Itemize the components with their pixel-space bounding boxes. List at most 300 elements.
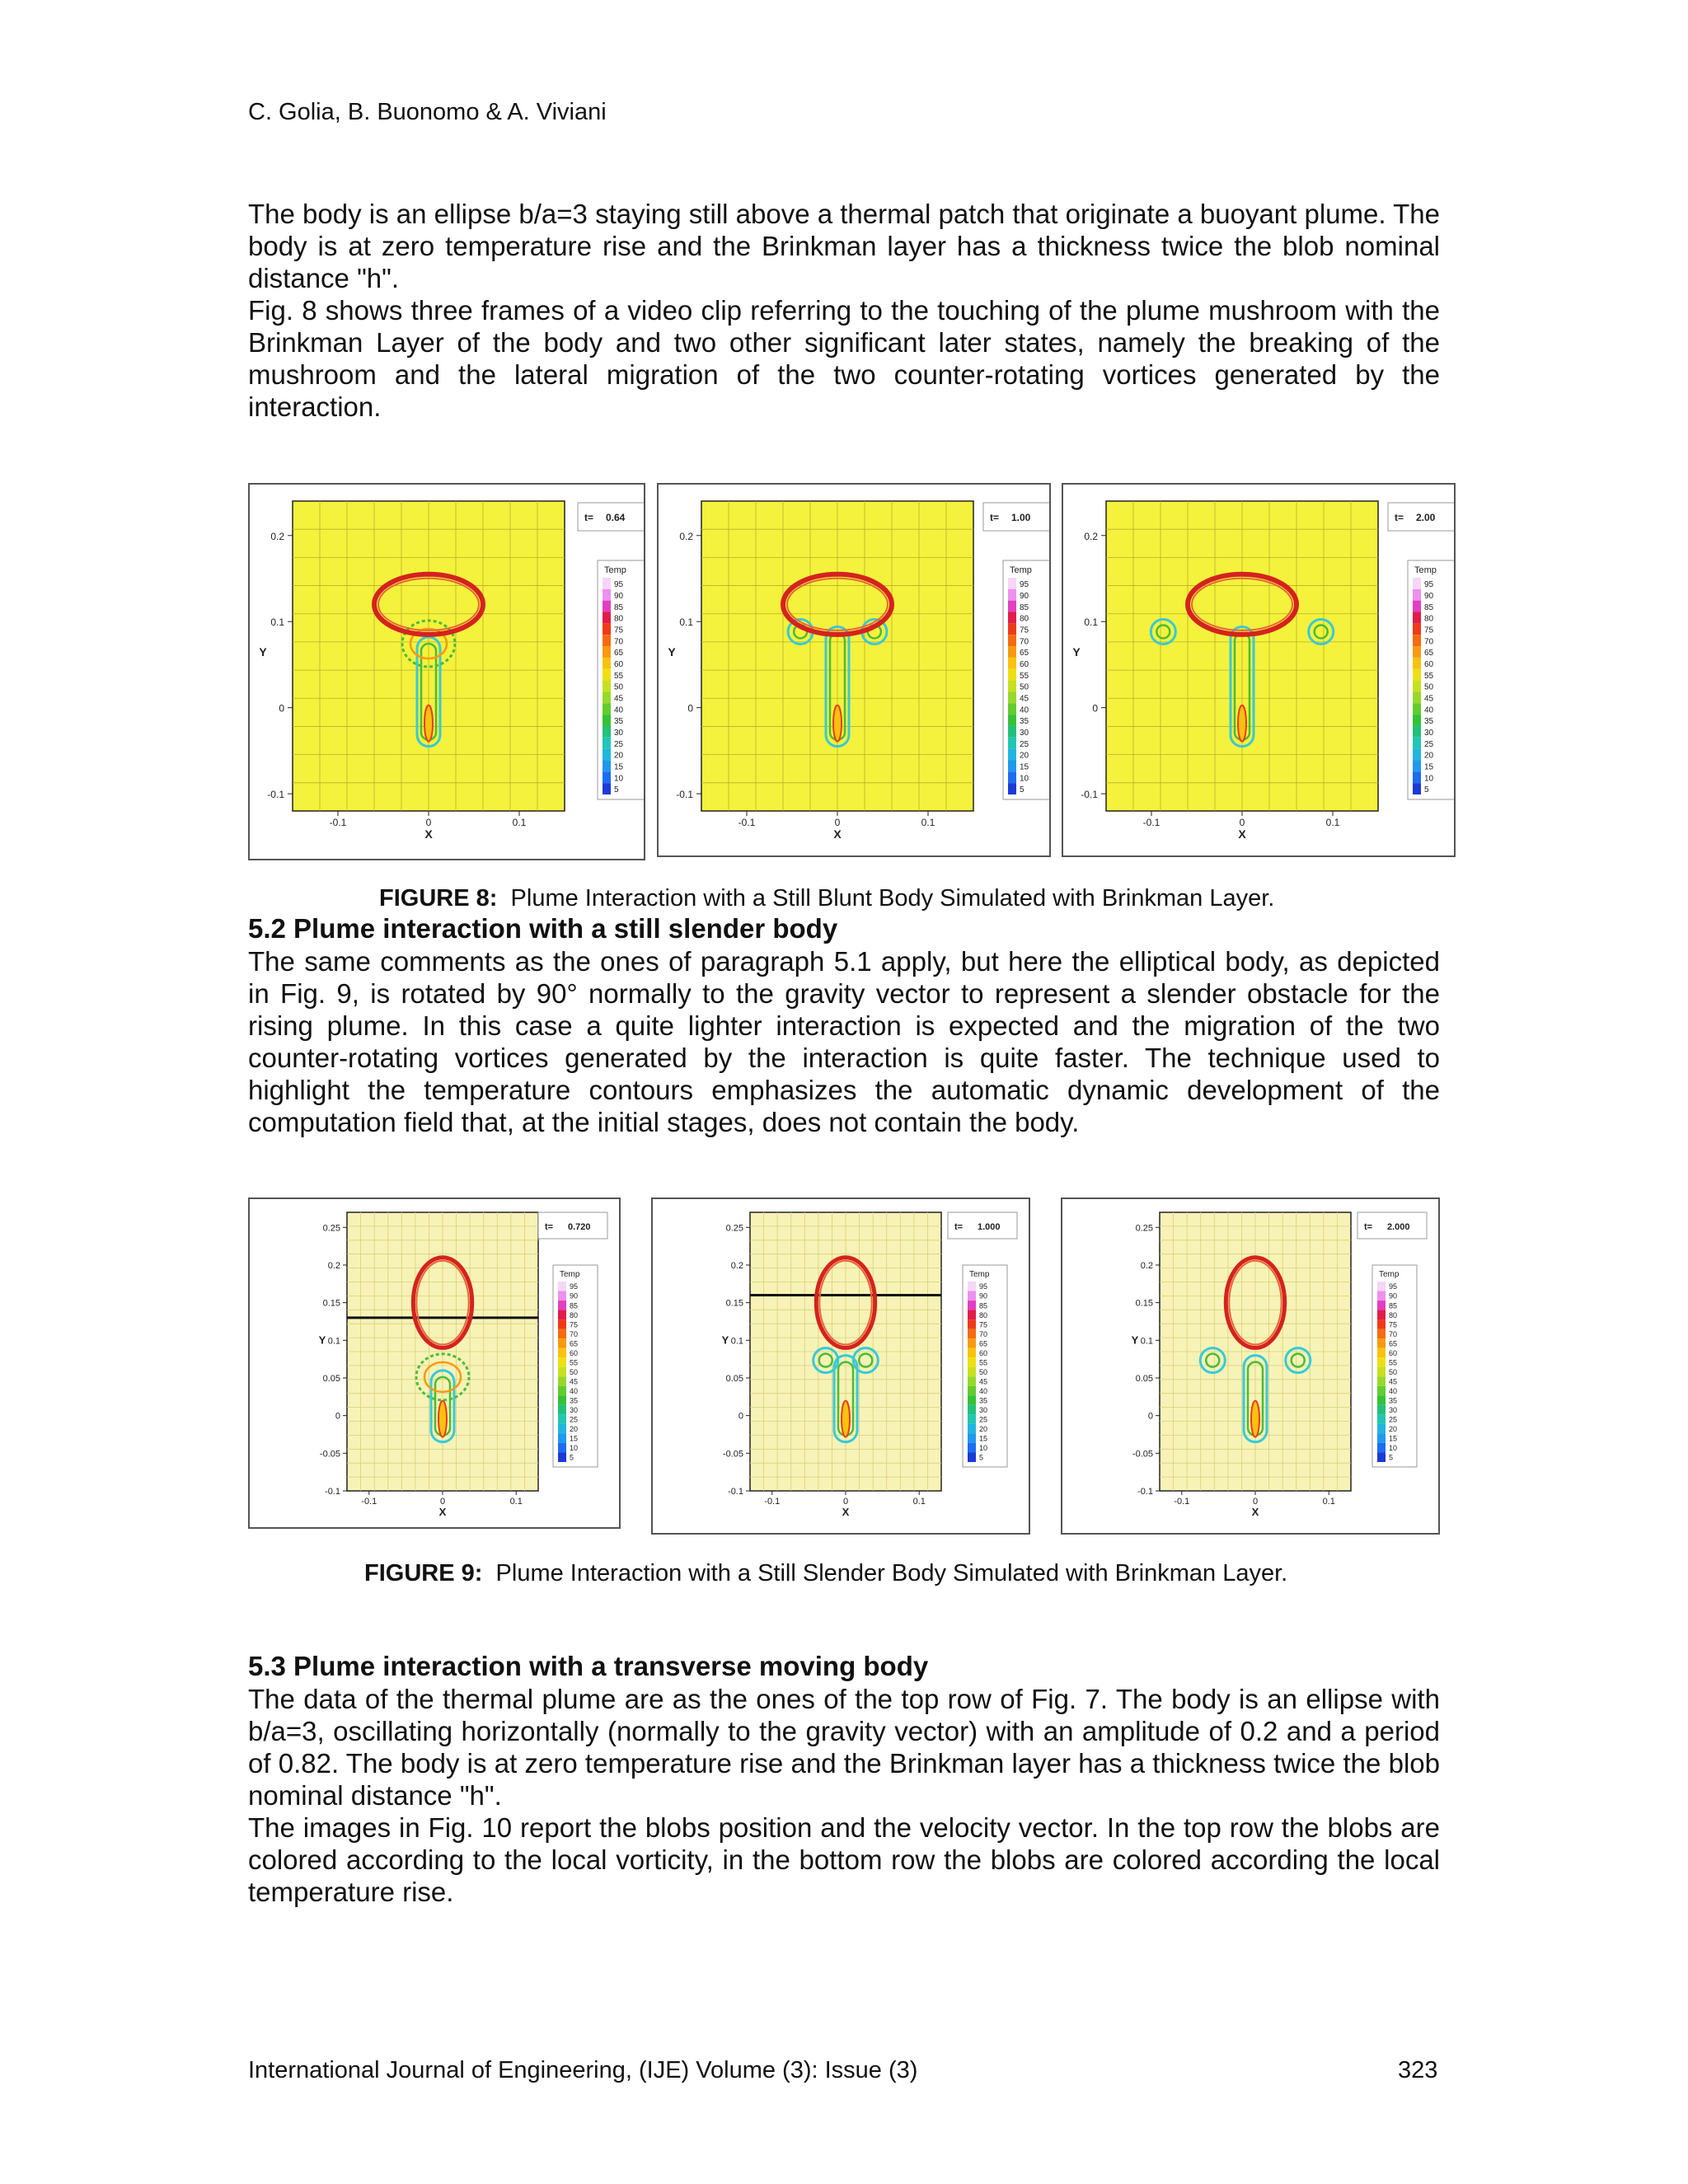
y-tick-label: 0	[279, 702, 284, 715]
legend-swatch	[603, 623, 611, 635]
y-tick-label: 0.1	[1084, 616, 1098, 629]
legend-value: 20	[1424, 751, 1434, 761]
legend-swatch	[1413, 601, 1421, 612]
legend-swatch	[1008, 738, 1016, 749]
footer-journal: International Journal of Engineering, (IJE) Volume (3): Issue (3)	[248, 2057, 918, 2083]
legend-value: 40	[1424, 705, 1434, 715]
legend-value: 35	[614, 717, 624, 727]
figure-8-panel-2	[657, 483, 1051, 857]
time-box	[983, 503, 1049, 531]
legend-value: 30	[1389, 1406, 1398, 1415]
legend-value: 60	[1020, 659, 1029, 669]
time-box	[578, 503, 644, 531]
legend-swatch	[1008, 589, 1016, 601]
legend-value: 90	[1020, 591, 1029, 601]
legend-swatch	[603, 669, 611, 681]
legend-value: 60	[570, 1348, 579, 1357]
legend-value: 45	[979, 1377, 988, 1386]
legend-value: 60	[1424, 659, 1434, 669]
legend-swatch	[968, 1310, 976, 1320]
y-tick-label: 0.2	[327, 1260, 340, 1271]
legend-value: 10	[570, 1444, 579, 1453]
legend-value: 5	[1020, 785, 1025, 795]
legend-swatch	[1377, 1367, 1386, 1377]
figure-8-panel-1	[248, 483, 645, 860]
legend-swatch	[1413, 578, 1421, 589]
figure-9-panel-2	[651, 1197, 1030, 1535]
legend-value: 50	[1424, 682, 1434, 692]
legend-title: Temp	[969, 1270, 990, 1279]
legend-value: 35	[1020, 717, 1029, 727]
legend-value: 20	[1020, 751, 1029, 761]
legend-swatch	[558, 1452, 566, 1462]
y-tick-label: 0	[1147, 1411, 1153, 1422]
legend-swatch	[1377, 1329, 1386, 1339]
legend-value: 85	[1389, 1301, 1398, 1310]
legend-swatch	[1413, 612, 1421, 624]
legend-value: 90	[570, 1291, 579, 1301]
legend-value: 10	[1389, 1444, 1398, 1453]
legend-swatch	[558, 1319, 566, 1329]
legend-swatch	[603, 749, 611, 761]
legend-value: 65	[570, 1339, 579, 1348]
legend-swatch	[603, 681, 611, 692]
legend-swatch	[968, 1452, 976, 1462]
y-tick-label: 0.2	[1140, 1260, 1153, 1271]
legend-value: 25	[570, 1415, 579, 1424]
plume-core	[1251, 1401, 1259, 1437]
figure-9-caption-text: Plume Interaction with a Still Slender Body Simulated with Brinkman Layer.	[495, 1560, 1288, 1586]
legend-swatch	[1377, 1414, 1386, 1424]
legend-value: 95	[1389, 1282, 1398, 1291]
legend-value: 35	[979, 1396, 988, 1405]
legend-value: 45	[614, 694, 624, 704]
legend-value: 50	[979, 1367, 988, 1376]
legend-swatch	[1413, 623, 1421, 635]
legend-value: 85	[979, 1301, 988, 1310]
legend-swatch	[1008, 771, 1016, 783]
plot-grid	[750, 1212, 941, 1491]
legend-value: 55	[570, 1358, 579, 1367]
legend-value: 80	[1020, 614, 1029, 624]
legend-value: 65	[979, 1339, 988, 1348]
y-tick-label: 0.05	[322, 1373, 340, 1384]
temp-legend	[598, 560, 644, 799]
legend-swatch	[1413, 635, 1421, 646]
intro-paragraph-1: The body is an ellipse b/a=3 staying still above a thermal patch that originate a buoyant plume. The body is at zero temperature rise and the Brinkman layer has a thickness twice the blob nominal distance "h".	[248, 199, 1440, 293]
temp-legend	[1372, 1265, 1417, 1467]
time-label: t=	[990, 512, 1000, 523]
legend-swatch	[1413, 681, 1421, 692]
y-tick-label: -0.1	[1081, 789, 1098, 801]
plume-core	[438, 1401, 447, 1437]
legend-value: 35	[1424, 717, 1434, 727]
x-axis-label: X	[438, 1506, 447, 1518]
legend-swatch	[968, 1376, 976, 1386]
legend-value: 60	[979, 1348, 988, 1357]
legend-swatch	[603, 635, 611, 646]
legend-value: 85	[1020, 602, 1029, 612]
legend-value: 50	[1020, 682, 1029, 692]
legend-value: 65	[614, 649, 624, 658]
legend-value: 60	[614, 659, 624, 669]
x-tick-label: 0	[439, 1497, 446, 1507]
legend-value: 10	[1020, 774, 1029, 784]
y-tick-label: -0.1	[676, 789, 693, 801]
legend-value: 70	[1424, 637, 1434, 647]
time-value: 0.720	[568, 1222, 591, 1232]
legend-swatch	[968, 1338, 976, 1348]
legend-swatch	[968, 1386, 976, 1396]
legend-value: 45	[1389, 1377, 1398, 1386]
y-tick-label: 0.15	[725, 1298, 743, 1309]
legend-swatch	[1008, 783, 1016, 794]
y-tick-label: 0.15	[1135, 1298, 1153, 1309]
y-tick-label: 0.05	[1135, 1373, 1153, 1384]
legend-swatch	[968, 1367, 976, 1377]
legend-swatch	[1008, 658, 1016, 669]
legend-swatch	[603, 691, 611, 703]
legend-value: 65	[1424, 649, 1434, 658]
legend-swatch	[1377, 1443, 1386, 1453]
legend-value: 70	[1389, 1329, 1398, 1338]
time-label: t=	[584, 512, 594, 523]
legend-value: 90	[1424, 591, 1434, 601]
legend-swatch	[968, 1301, 976, 1310]
legend-value: 10	[979, 1444, 988, 1453]
legend-value: 25	[1389, 1415, 1398, 1424]
legend-value: 40	[979, 1387, 988, 1396]
legend-value: 45	[1424, 694, 1434, 704]
legend-value: 30	[1020, 729, 1029, 738]
legend-swatch	[968, 1433, 976, 1443]
legend-value: 15	[1020, 762, 1029, 772]
legend-swatch	[1413, 646, 1421, 658]
plume-core	[842, 1401, 850, 1437]
y-tick-label: -0.1	[267, 789, 284, 801]
legend-swatch	[558, 1386, 566, 1396]
legend-swatch	[1377, 1405, 1386, 1415]
time-label: t=	[954, 1222, 964, 1232]
y-tick-label: 0.25	[725, 1223, 743, 1234]
legend-value: 95	[1020, 580, 1029, 590]
time-box	[538, 1212, 607, 1239]
time-value: 0.64	[606, 512, 626, 523]
legend-swatch	[1008, 691, 1016, 703]
legend-value: 85	[614, 602, 624, 612]
legend-swatch	[603, 771, 611, 783]
time-label: t=	[1364, 1222, 1373, 1232]
legend-value: 55	[979, 1358, 988, 1367]
y-tick-label: 0.05	[725, 1373, 743, 1384]
section-5-2-title: 5.2 Plume interaction with a still slender body	[248, 913, 838, 944]
legend-swatch	[968, 1395, 976, 1405]
legend-value: 90	[1389, 1291, 1398, 1301]
legend-swatch	[558, 1376, 566, 1386]
legend-swatch	[1377, 1376, 1386, 1386]
legend-value: 25	[1020, 739, 1029, 749]
y-axis-label: Y	[259, 645, 267, 658]
legend-value: 75	[614, 626, 624, 635]
y-tick-label: -0.05	[1132, 1449, 1153, 1460]
legend-value: 20	[1389, 1425, 1398, 1434]
legend-swatch	[968, 1443, 976, 1453]
legend-value: 90	[979, 1291, 988, 1301]
legend-value: 5	[570, 1453, 574, 1462]
legend-value: 30	[570, 1406, 579, 1415]
legend-swatch	[1008, 669, 1016, 681]
legend-value: 40	[570, 1387, 579, 1396]
legend-swatch	[558, 1405, 566, 1415]
legend-value: 30	[614, 729, 624, 738]
legend-value: 55	[614, 671, 624, 681]
legend-swatch	[558, 1367, 566, 1377]
time-value: 2.00	[1416, 512, 1436, 523]
figure-9-panel-3	[1061, 1197, 1440, 1535]
legend-swatch	[968, 1357, 976, 1367]
legend-value: 95	[1424, 580, 1434, 590]
legend-value: 35	[570, 1396, 579, 1405]
legend-title: Temp	[604, 565, 626, 575]
legend-value: 70	[570, 1329, 579, 1338]
y-tick-label: 0.1	[1140, 1336, 1153, 1347]
legend-swatch	[603, 738, 611, 749]
y-tick-label: 0.25	[1135, 1223, 1153, 1234]
legend-swatch	[1377, 1433, 1386, 1443]
legend-swatch	[558, 1414, 566, 1424]
legend-swatch	[1377, 1301, 1386, 1310]
legend-swatch	[558, 1338, 566, 1348]
figure-8-caption-text: Plume Interaction with a Still Blunt Body Simulated with Brinkman Layer.	[510, 885, 1275, 912]
legend-value: 80	[614, 614, 624, 624]
legend-swatch	[1413, 669, 1421, 681]
figure-8-caption	[379, 885, 1274, 912]
legend-value: 80	[1389, 1310, 1398, 1319]
legend-value: 45	[1020, 694, 1029, 704]
legend-value: 15	[614, 762, 624, 772]
legend-title: Temp	[1414, 565, 1437, 575]
x-tick-label: 0	[425, 817, 432, 828]
legend-swatch	[1008, 578, 1016, 589]
legend-swatch	[603, 578, 611, 589]
legend-swatch	[603, 726, 611, 738]
legend-value: 55	[1424, 671, 1434, 681]
legend-value: 5	[1424, 785, 1429, 795]
section-5-2-paragraph: The same comments as the ones of paragraph 5.1 apply, but here the elliptical body, as depicted in Fig. 9, is rotated by 90° normally to the gravity vector to represent a slender obstacle for the rising plume. In this case a quite lighter interaction is expected and the migration of the two counter-rotating vortices generated by the interaction is quite faster. The technique used to highlight the temperature contours emphasizes the automatic dynamic development of the computation field that, at the initial stages, does not contain the body.	[248, 946, 1440, 1137]
legend-swatch	[603, 783, 611, 794]
x-axis-label: X	[424, 827, 433, 841]
x-tick-label: -0.1	[1142, 817, 1160, 828]
legend-swatch	[1413, 726, 1421, 738]
y-axis-label: Y	[1131, 1333, 1139, 1347]
legend-value: 90	[614, 591, 624, 601]
y-axis-label: Y	[1072, 645, 1081, 658]
legend-value: 15	[570, 1434, 579, 1443]
figure-8-panel-3	[1062, 483, 1456, 857]
time-value: 1.000	[978, 1222, 1001, 1232]
legend-swatch	[1008, 726, 1016, 738]
legend-value: 30	[1424, 729, 1434, 738]
y-tick-label: -0.1	[325, 1487, 340, 1497]
legend-value: 75	[570, 1320, 579, 1329]
legend-swatch	[1413, 783, 1421, 794]
temp-legend	[1408, 560, 1454, 799]
plume-core	[833, 705, 842, 742]
legend-swatch	[1008, 760, 1016, 771]
y-tick-label: -0.1	[1137, 1487, 1153, 1497]
intro-paragraph-2: Fig. 8 shows three frames of a video clip referring to the touching of the plume mushroom with the Brinkman Layer of the body and two other significant later states, namely the breaking of the mushroom and the lateral migration of the two counter-rotating vortices generated by the interaction.	[248, 295, 1440, 422]
legend-value: 40	[614, 705, 624, 715]
legend-swatch	[968, 1348, 976, 1358]
legend-value: 50	[570, 1367, 579, 1376]
legend-swatch	[558, 1433, 566, 1443]
legend-swatch	[558, 1301, 566, 1310]
legend-swatch	[1008, 646, 1016, 658]
legend-swatch	[558, 1348, 566, 1358]
x-tick-label: 0	[834, 817, 841, 828]
legend-swatch	[1413, 691, 1421, 703]
x-axis-label: X	[1251, 1506, 1259, 1518]
legend-swatch	[558, 1291, 566, 1301]
legend-swatch	[1377, 1310, 1386, 1320]
legend-swatch	[1413, 771, 1421, 783]
legend-swatch	[603, 646, 611, 658]
time-box	[1357, 1212, 1427, 1239]
legend-swatch	[1377, 1291, 1386, 1301]
legend-swatch	[1377, 1338, 1386, 1348]
section-5-2-text	[248, 945, 1440, 1138]
legend-value: 15	[1389, 1434, 1398, 1443]
legend-swatch	[603, 601, 611, 612]
x-axis-label: X	[1238, 827, 1246, 841]
legend-value: 50	[1389, 1367, 1398, 1376]
legend-swatch	[558, 1357, 566, 1367]
time-label: t=	[1395, 512, 1404, 523]
legend-swatch	[1413, 703, 1421, 715]
y-tick-label: 0.2	[730, 1260, 743, 1271]
section-5-3-paragraph-1: The data of the thermal plume are as the ones of the top row of Fig. 7. The body is an ellipse with b/a=3, oscillating horizontally (normally to the gravity vector) with an amplitude of 0.2 and a period of 0.82. The body is at zero temperature rise and the Brinkman layer has a thickness twice the blob nominal distance "h".	[248, 1684, 1440, 1811]
intro-text	[248, 198, 1440, 423]
y-tick-label: 0.2	[679, 530, 693, 542]
legend-swatch	[1413, 749, 1421, 761]
temp-legend	[963, 1265, 1007, 1467]
legend-swatch	[1377, 1319, 1386, 1329]
plot-grid	[347, 1212, 538, 1491]
x-tick-label: 0	[1239, 817, 1245, 828]
legend-value: 80	[979, 1310, 988, 1319]
legend-swatch	[1413, 658, 1421, 669]
y-tick-label: 0.15	[322, 1298, 340, 1309]
legend-swatch	[968, 1405, 976, 1415]
legend-swatch	[1377, 1452, 1386, 1462]
figure-9-caption	[364, 1560, 1287, 1587]
legend-swatch	[968, 1282, 976, 1291]
legend-value: 50	[614, 682, 624, 692]
legend-value: 15	[1424, 762, 1434, 772]
y-tick-label: 0.1	[270, 616, 284, 629]
x-tick-label: 0.1	[921, 817, 935, 828]
y-tick-label: 0	[738, 1411, 743, 1422]
legend-value: 40	[1389, 1387, 1398, 1396]
y-tick-label: -0.05	[319, 1449, 340, 1460]
legend-title: Temp	[560, 1270, 580, 1279]
legend-swatch	[968, 1319, 976, 1329]
x-tick-label: 0	[1252, 1497, 1259, 1507]
y-axis-label: Y	[318, 1333, 326, 1347]
y-tick-label: -0.05	[722, 1449, 743, 1460]
legend-swatch	[1008, 601, 1016, 612]
y-tick-label: 0.2	[270, 530, 284, 542]
x-tick-label: 0.1	[509, 1497, 523, 1507]
plot-grid	[1160, 1212, 1351, 1491]
legend-swatch	[603, 658, 611, 669]
plume-core	[424, 705, 433, 742]
running-header: C. Golia, B. Buonomo & A. Viviani	[248, 99, 607, 125]
section-5-3-text	[248, 1683, 1440, 1908]
legend-swatch	[1008, 635, 1016, 646]
legend-swatch	[603, 589, 611, 601]
y-tick-label: 0.2	[1084, 530, 1098, 542]
x-tick-label: -0.1	[738, 817, 756, 828]
legend-value: 20	[979, 1425, 988, 1434]
legend-value: 95	[614, 580, 624, 590]
temp-legend	[1003, 560, 1049, 799]
legend-swatch	[1413, 760, 1421, 771]
figure-9-panel-1	[248, 1197, 621, 1529]
y-tick-label: 0	[687, 702, 693, 715]
legend-value: 25	[1424, 739, 1434, 749]
legend-value: 75	[979, 1320, 988, 1329]
y-tick-label: 0.1	[730, 1336, 743, 1347]
legend-value: 60	[1389, 1348, 1398, 1357]
legend-swatch	[558, 1310, 566, 1320]
legend-swatch	[603, 612, 611, 624]
legend-swatch	[558, 1329, 566, 1339]
legend-swatch	[558, 1443, 566, 1453]
x-tick-label: -0.1	[361, 1497, 377, 1507]
legend-value: 10	[1424, 774, 1434, 784]
legend-swatch	[1008, 623, 1016, 635]
legend-value: 55	[1020, 671, 1029, 681]
y-tick-label: 0.1	[327, 1336, 340, 1347]
legend-swatch	[1377, 1282, 1386, 1291]
x-tick-label: -0.1	[1174, 1497, 1190, 1507]
time-label: t=	[545, 1222, 554, 1232]
legend-swatch	[1377, 1386, 1386, 1396]
y-tick-label: 0	[335, 1411, 340, 1422]
legend-value: 75	[1424, 626, 1434, 635]
legend-swatch	[1008, 715, 1016, 726]
legend-swatch	[1377, 1348, 1386, 1358]
legend-value: 5	[614, 785, 619, 795]
legend-value: 75	[1389, 1320, 1398, 1329]
section-5-3-title: 5.3 Plume interaction with a transverse moving body	[248, 1651, 929, 1681]
legend-value: 5	[1389, 1453, 1394, 1462]
legend-swatch	[1008, 703, 1016, 715]
legend-value: 70	[614, 637, 624, 647]
time-box	[948, 1212, 1017, 1239]
legend-value: 25	[614, 739, 624, 749]
time-value: 2.000	[1387, 1222, 1410, 1232]
legend-value: 30	[979, 1406, 988, 1415]
legend-title: Temp	[1010, 565, 1032, 575]
x-tick-label: 0	[842, 1497, 849, 1507]
legend-swatch	[1008, 749, 1016, 761]
legend-value: 25	[979, 1415, 988, 1424]
legend-swatch	[1413, 738, 1421, 749]
legend-value: 70	[1020, 637, 1029, 647]
legend-value: 35	[1389, 1396, 1398, 1405]
